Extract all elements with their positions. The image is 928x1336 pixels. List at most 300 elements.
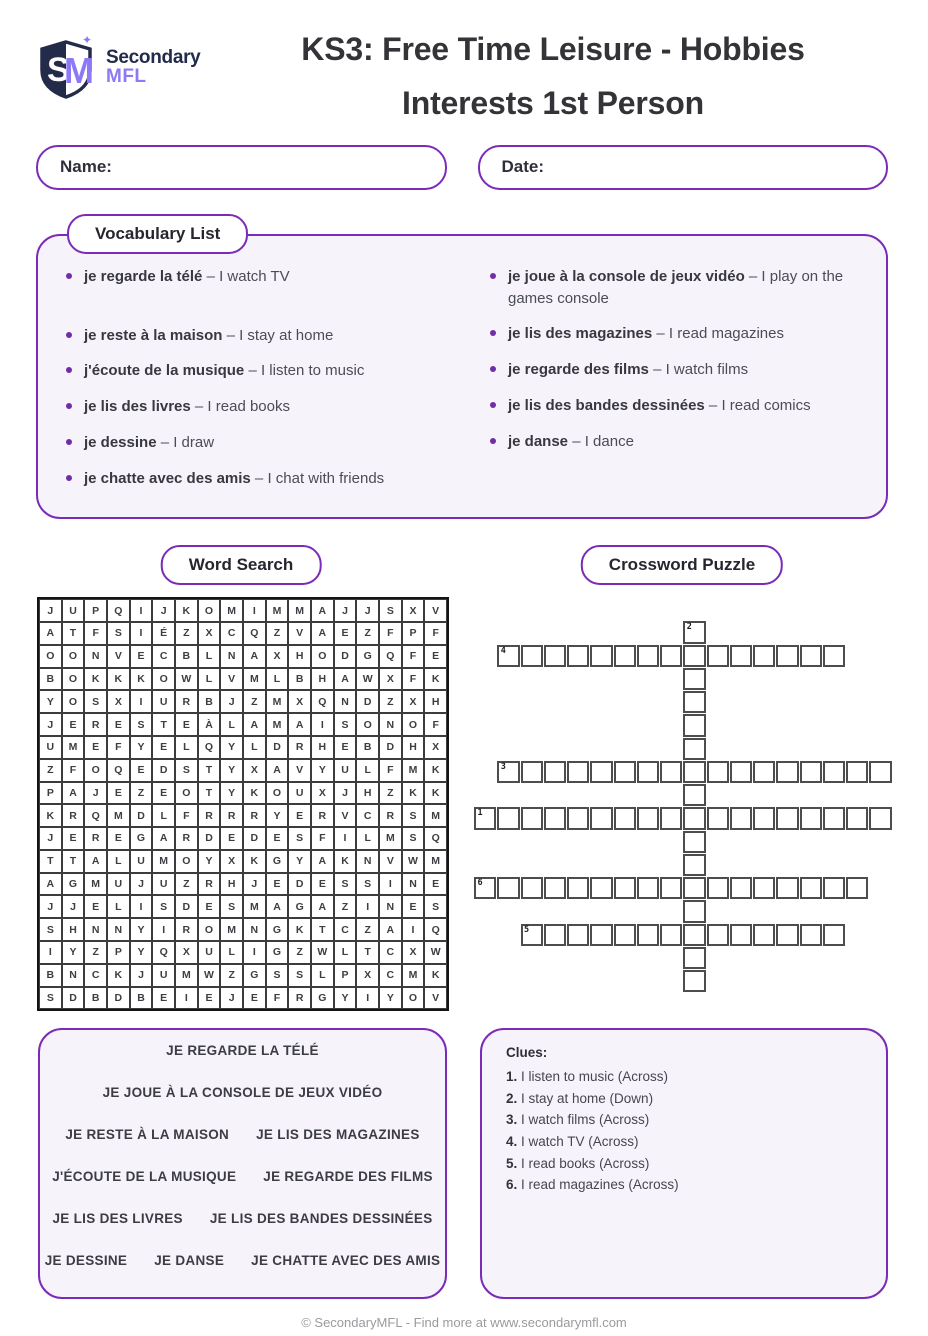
vocab-item xyxy=(62,432,462,454)
crossword-cell xyxy=(753,761,775,783)
vocab-item xyxy=(62,266,462,288)
word-search-cell: F xyxy=(379,759,402,782)
word-search-cell: U xyxy=(39,736,62,759)
word-search-cell: J xyxy=(356,599,379,622)
word-search-cell: O xyxy=(402,713,425,736)
word-search-cell: F xyxy=(62,759,85,782)
word-search-cell: S xyxy=(356,873,379,896)
bullet-icon xyxy=(66,332,72,338)
crossword-cell xyxy=(707,877,729,899)
crossword-cell xyxy=(614,645,636,667)
word-search-cell: X xyxy=(379,668,402,691)
word-search-cell: I xyxy=(311,713,334,736)
word-search-cell: J xyxy=(39,827,62,850)
word-search-cell: E xyxy=(424,645,447,668)
word-list-item: JE DANSE xyxy=(154,1253,225,1269)
word-search-cell: N xyxy=(402,873,425,896)
crossword-cell xyxy=(660,645,682,667)
crossword-cell xyxy=(683,645,705,667)
word-search-cell: K xyxy=(288,918,311,941)
crossword-clues-box xyxy=(480,1028,888,1299)
word-list-item: JE LIS DES LIVRES xyxy=(52,1211,183,1227)
shield-logo-icon xyxy=(38,34,100,100)
vocab-item-text: je reste à la maison – I stay at home xyxy=(84,326,334,344)
word-list-item: JE JOUE À LA CONSOLE DE JEUX VIDÉO xyxy=(102,1085,383,1101)
word-search-cell: X xyxy=(424,736,447,759)
word-search-cell: M xyxy=(424,804,447,827)
word-search-cell: O xyxy=(84,759,107,782)
word-search-cell: J xyxy=(84,782,107,805)
word-search-cell: K xyxy=(424,782,447,805)
clues-heading: Clues: xyxy=(506,1045,548,1061)
crossword-cell xyxy=(637,877,659,899)
word-search-cell: B xyxy=(356,736,379,759)
word-search-cell: A xyxy=(266,895,289,918)
word-search-cell: X xyxy=(356,964,379,987)
word-search-cell: A xyxy=(288,713,311,736)
word-search-cell: L xyxy=(220,713,243,736)
vocab-item-text: je danse – I dance xyxy=(508,432,634,450)
vocab-item xyxy=(486,323,862,345)
word-search-cell: U xyxy=(62,599,85,622)
crossword-cell xyxy=(707,645,729,667)
word-search-cell: F xyxy=(107,736,130,759)
vocabulary-box xyxy=(36,234,888,520)
word-search-cell: Y xyxy=(288,850,311,873)
bottom-row xyxy=(38,1028,888,1299)
word-search-cell: E xyxy=(334,622,357,645)
word-search-cell: X xyxy=(402,599,425,622)
crossword-cell xyxy=(823,807,845,829)
word-search-cell: F xyxy=(175,804,198,827)
word-search-cell: Q xyxy=(424,918,447,941)
vocab-item xyxy=(486,266,862,310)
word-search-cell: U xyxy=(152,690,175,713)
vocabulary-column-right xyxy=(462,266,862,504)
crossword-cell xyxy=(497,761,519,783)
word-search-cell: Q xyxy=(107,759,130,782)
word-search-cell: D xyxy=(130,804,153,827)
word-search-cell: Y xyxy=(220,782,243,805)
word-search-cell: Y xyxy=(266,804,289,827)
crossword-cell xyxy=(474,807,496,829)
word-search-cell: O xyxy=(266,782,289,805)
word-search-cell: Q xyxy=(311,690,334,713)
crossword-cell xyxy=(567,807,589,829)
word-search-cell: J xyxy=(130,873,153,896)
crossword-cell xyxy=(683,807,705,829)
crossword-cell xyxy=(521,807,543,829)
word-search-cell: T xyxy=(62,622,85,645)
word-search-cell: K xyxy=(402,782,425,805)
title-line-2: Interests 1st Person xyxy=(402,85,704,122)
word-search-cell: C xyxy=(334,918,357,941)
bullet-icon xyxy=(66,403,72,409)
word-search-cell: E xyxy=(220,827,243,850)
word-search-cell: E xyxy=(198,987,221,1010)
word-search-cell: I xyxy=(130,690,153,713)
crossword-cell xyxy=(683,854,705,876)
word-search-cell: O xyxy=(198,918,221,941)
crossword-cell xyxy=(846,761,868,783)
word-search-cell: Q xyxy=(107,599,130,622)
word-search-cell: I xyxy=(130,895,153,918)
name-label: Name: xyxy=(60,157,112,177)
word-list-line xyxy=(40,1169,445,1184)
word-search-cell: J xyxy=(243,873,266,896)
word-search-cell: S xyxy=(39,987,62,1010)
crossword-cell xyxy=(497,645,519,667)
word-search-cell: A xyxy=(311,850,334,873)
svg-text:M: M xyxy=(64,50,94,91)
word-search-cell: M xyxy=(402,964,425,987)
header xyxy=(0,0,928,131)
word-search-cell: D xyxy=(334,645,357,668)
word-search-cell: I xyxy=(175,987,198,1010)
word-search-cell: H xyxy=(356,782,379,805)
word-search-cell: R xyxy=(175,690,198,713)
word-search-cell: N xyxy=(220,645,243,668)
word-search-cell: K xyxy=(175,599,198,622)
clues-list xyxy=(506,1066,862,1196)
clue-item: 2. I stay at home (Down) xyxy=(506,1090,654,1106)
crossword-cell xyxy=(544,924,566,946)
crossword-cell xyxy=(800,807,822,829)
word-search-cell: P xyxy=(39,782,62,805)
word-search-cell: Y xyxy=(220,759,243,782)
word-search-cell: B xyxy=(288,668,311,691)
name-date-row xyxy=(36,145,888,190)
word-search-cell: A xyxy=(243,713,266,736)
vocab-item xyxy=(62,468,462,490)
title-line-1: KS3: Free Time Leisure - Hobbies xyxy=(301,31,805,67)
logo-brand-bottom: MFL xyxy=(106,66,147,87)
word-list-item: JE LIS DES BANDES DESSINÉES xyxy=(209,1211,433,1227)
word-search-cell: O xyxy=(198,599,221,622)
word-search-cell: Z xyxy=(243,690,266,713)
word-search-cell: S xyxy=(402,804,425,827)
word-search-cell: M xyxy=(266,713,289,736)
clue-item: 4. I watch TV (Across) xyxy=(506,1134,639,1150)
crossword-cell xyxy=(544,877,566,899)
word-search-cell: U xyxy=(152,964,175,987)
crossword-cell xyxy=(590,761,612,783)
word-search-cell: Q xyxy=(243,622,266,645)
word-search-cell: Z xyxy=(334,895,357,918)
word-search-cell: I xyxy=(130,622,153,645)
word-search-cell: K xyxy=(107,964,130,987)
word-search-cell: C xyxy=(356,804,379,827)
vocab-item-text: je regarde la télé – I watch TV xyxy=(84,267,290,285)
word-search-cell: Q xyxy=(84,804,107,827)
word-search-cell: H xyxy=(288,645,311,668)
word-search-cell: M xyxy=(175,964,198,987)
word-list-item: JE REGARDE DES FILMS xyxy=(263,1169,433,1185)
crossword-cell xyxy=(776,924,798,946)
word-search-cell: N xyxy=(379,895,402,918)
word-search-cell: O xyxy=(356,713,379,736)
word-search-cell: L xyxy=(175,736,198,759)
vocab-item-text: je dessine – I draw xyxy=(84,433,215,451)
crossword-clue-number: 5 xyxy=(524,924,530,935)
word-search-cell: L xyxy=(356,759,379,782)
crossword-cell xyxy=(683,970,705,992)
vocabulary-heading-pill: Vocabulary List xyxy=(67,214,248,254)
word-search-cell: L xyxy=(356,827,379,850)
word-search-cell: J xyxy=(220,690,243,713)
word-search-cell: E xyxy=(334,736,357,759)
crossword-cell xyxy=(567,645,589,667)
word-search-cell: M xyxy=(266,599,289,622)
word-search-cell: S xyxy=(266,964,289,987)
vocab-item xyxy=(486,395,862,417)
svg-text:S: S xyxy=(47,51,70,89)
bullet-icon xyxy=(490,438,496,444)
crossword-cell xyxy=(800,645,822,667)
word-search-cell: R xyxy=(198,804,221,827)
word-search-cell: H xyxy=(311,736,334,759)
word-search-cell: H xyxy=(424,690,447,713)
word-search-cell: É xyxy=(152,622,175,645)
crossword-cell xyxy=(567,761,589,783)
word-search-cell: I xyxy=(334,827,357,850)
word-search-cell: N xyxy=(356,850,379,873)
crossword-clue-number: 2 xyxy=(686,622,692,633)
word-search-cell: H xyxy=(62,918,85,941)
word-search-cell: J xyxy=(39,713,62,736)
word-search-cell: X xyxy=(402,690,425,713)
word-search-cell: G xyxy=(243,964,266,987)
word-search-cell: T xyxy=(62,850,85,873)
crossword-cell xyxy=(637,645,659,667)
word-search-cell: E xyxy=(266,873,289,896)
word-search-cell: K xyxy=(243,782,266,805)
crossword-cell xyxy=(637,807,659,829)
word-search-cell: S xyxy=(175,759,198,782)
crossword-cell xyxy=(730,761,752,783)
vocab-item-text: je chatte avec des amis – I chat with friends xyxy=(84,469,385,487)
vocab-item-text: je regarde des films – I watch films xyxy=(508,361,749,379)
vocab-item-text: j'écoute de la musique – I listen to music xyxy=(84,362,365,380)
word-search-cell: D xyxy=(266,736,289,759)
word-search-cell: L xyxy=(107,850,130,873)
word-search-cell: S xyxy=(334,713,357,736)
word-search-cell: J xyxy=(152,599,175,622)
word-search-cell: L xyxy=(198,645,221,668)
crossword-cell xyxy=(660,924,682,946)
crossword-heading-pill: Crossword Puzzle xyxy=(581,545,783,585)
word-search-cell: K xyxy=(130,668,153,691)
word-search-cell: J xyxy=(39,895,62,918)
word-search-cell: G xyxy=(130,827,153,850)
word-search-cell: M xyxy=(107,804,130,827)
word-search-cell: M xyxy=(220,599,243,622)
word-search-cell: T xyxy=(198,782,221,805)
word-search-cell: N xyxy=(107,918,130,941)
word-search-cell: A xyxy=(152,827,175,850)
word-search-cell: E xyxy=(266,827,289,850)
vocabulary-column-left xyxy=(62,266,462,504)
word-search-cell: I xyxy=(39,941,62,964)
vocab-item xyxy=(62,396,462,418)
crossword-cell xyxy=(823,924,845,946)
word-search-cell: I xyxy=(130,599,153,622)
word-search-cell: A xyxy=(379,918,402,941)
crossword-cell xyxy=(869,761,891,783)
word-search-cell: R xyxy=(220,804,243,827)
word-search-cell: R xyxy=(175,918,198,941)
word-search-cell: Y xyxy=(130,736,153,759)
word-search-cell: E xyxy=(107,713,130,736)
word-search-cell: Z xyxy=(175,873,198,896)
secondarymfl-logo xyxy=(38,22,228,100)
word-search-cell: B xyxy=(198,690,221,713)
crossword-cell xyxy=(497,807,519,829)
crossword-cell xyxy=(683,900,705,922)
vocab-item xyxy=(62,325,462,347)
word-search-cell: F xyxy=(424,713,447,736)
word-search-cell: M xyxy=(379,827,402,850)
crossword-cell xyxy=(869,807,891,829)
crossword-cell xyxy=(590,877,612,899)
word-search-grid xyxy=(37,597,449,1011)
crossword-cell xyxy=(823,877,845,899)
word-search-cell: W xyxy=(198,964,221,987)
word-search-cell: S xyxy=(39,918,62,941)
name-field[interactable] xyxy=(36,145,447,190)
word-search-cell: W xyxy=(311,941,334,964)
word-search-cell: E xyxy=(152,987,175,1010)
word-search-cell: O xyxy=(402,987,425,1010)
word-search-cell: O xyxy=(175,782,198,805)
crossword-cell xyxy=(776,807,798,829)
word-search-cell: G xyxy=(266,941,289,964)
word-search-cell: E xyxy=(130,759,153,782)
word-search-cell: A xyxy=(311,599,334,622)
word-search-cell: S xyxy=(288,964,311,987)
word-search-cell: I xyxy=(243,941,266,964)
word-search-cell: M xyxy=(402,759,425,782)
word-search-cell: D xyxy=(198,827,221,850)
bullet-icon xyxy=(490,273,496,279)
word-search-cell: B xyxy=(130,987,153,1010)
word-search-cell: J xyxy=(39,599,62,622)
word-search-cell: B xyxy=(84,987,107,1010)
word-search-cell: D xyxy=(175,895,198,918)
crossword-cell xyxy=(776,761,798,783)
word-search-cell: O xyxy=(175,850,198,873)
word-search-cell: V xyxy=(288,622,311,645)
word-search-cell: U xyxy=(198,941,221,964)
word-search-cell: N xyxy=(243,918,266,941)
word-search-cell: F xyxy=(402,645,425,668)
crossword-cell xyxy=(800,761,822,783)
word-search-cell: J xyxy=(220,987,243,1010)
crossword-cell xyxy=(776,877,798,899)
word-search-cell: W xyxy=(175,668,198,691)
crossword-cell xyxy=(497,877,519,899)
word-search-cell: K xyxy=(107,668,130,691)
word-search-cell: C xyxy=(152,645,175,668)
word-search-cell: Y xyxy=(130,941,153,964)
vocab-item-text: je lis des livres – I read books xyxy=(84,398,290,416)
word-search-cell: D xyxy=(243,827,266,850)
word-search-heading-pill: Word Search xyxy=(161,545,322,585)
word-search-cell: E xyxy=(152,736,175,759)
word-search-cell: R xyxy=(84,713,107,736)
word-search-cell: N xyxy=(379,713,402,736)
word-search-cell: X xyxy=(175,941,198,964)
word-search-cell: A xyxy=(311,895,334,918)
crossword-cell xyxy=(846,877,868,899)
word-list-item: J'ÉCOUTE DE LA MUSIQUE xyxy=(52,1169,237,1185)
date-field[interactable] xyxy=(478,145,889,190)
crossword-cell xyxy=(683,738,705,760)
crossword-grid xyxy=(474,621,893,993)
crossword-cell xyxy=(800,924,822,946)
word-search-cell: F xyxy=(402,668,425,691)
crossword-cell xyxy=(544,645,566,667)
word-search-cell: Q xyxy=(198,736,221,759)
bullet-icon xyxy=(66,439,72,445)
word-search-cell: X xyxy=(107,690,130,713)
word-search-cell: Z xyxy=(220,964,243,987)
word-search-cell: X xyxy=(288,690,311,713)
word-search-cell: I xyxy=(243,599,266,622)
word-search-cell: V xyxy=(220,668,243,691)
date-label: Date: xyxy=(501,157,545,177)
word-search-cell: D xyxy=(62,987,85,1010)
footer-credit: © SecondaryMFL - Find more at www.secondarymfl.com xyxy=(301,1315,627,1331)
word-search-cell: Q xyxy=(379,645,402,668)
word-search-cell: M xyxy=(62,736,85,759)
bullet-icon xyxy=(490,402,496,408)
logo-brand-top: Secondary xyxy=(106,46,201,68)
crossword-cell xyxy=(683,761,705,783)
word-search-cell: V xyxy=(107,645,130,668)
word-search-cell: Z xyxy=(288,941,311,964)
word-search-cell: E xyxy=(288,804,311,827)
word-search-cell: S xyxy=(107,622,130,645)
word-search-cell: B xyxy=(39,668,62,691)
word-search-cell: T xyxy=(39,850,62,873)
crossword-cell xyxy=(590,645,612,667)
word-list-line xyxy=(40,1043,445,1058)
word-search-cell: V xyxy=(334,804,357,827)
word-search-cell: L xyxy=(198,668,221,691)
crossword-cell xyxy=(683,947,705,969)
word-search-cell: K xyxy=(424,668,447,691)
word-search-cell: S xyxy=(84,690,107,713)
word-search-cell: Z xyxy=(39,759,62,782)
word-search-cell: S xyxy=(152,895,175,918)
word-search-cell: Q xyxy=(424,827,447,850)
crossword-cell xyxy=(753,807,775,829)
worksheet-title xyxy=(228,22,898,131)
crossword-cell xyxy=(753,645,775,667)
word-search-cell: E xyxy=(62,827,85,850)
crossword-cell xyxy=(707,807,729,829)
word-list-line xyxy=(40,1127,445,1142)
word-search-cell: R xyxy=(62,804,85,827)
crossword-cell xyxy=(730,924,752,946)
word-search-cell: K xyxy=(424,964,447,987)
word-search-cell: E xyxy=(62,713,85,736)
word-search-cell: N xyxy=(62,964,85,987)
word-search-cell: D xyxy=(288,873,311,896)
word-search-cell: R xyxy=(84,827,107,850)
crossword-cell xyxy=(683,691,705,713)
